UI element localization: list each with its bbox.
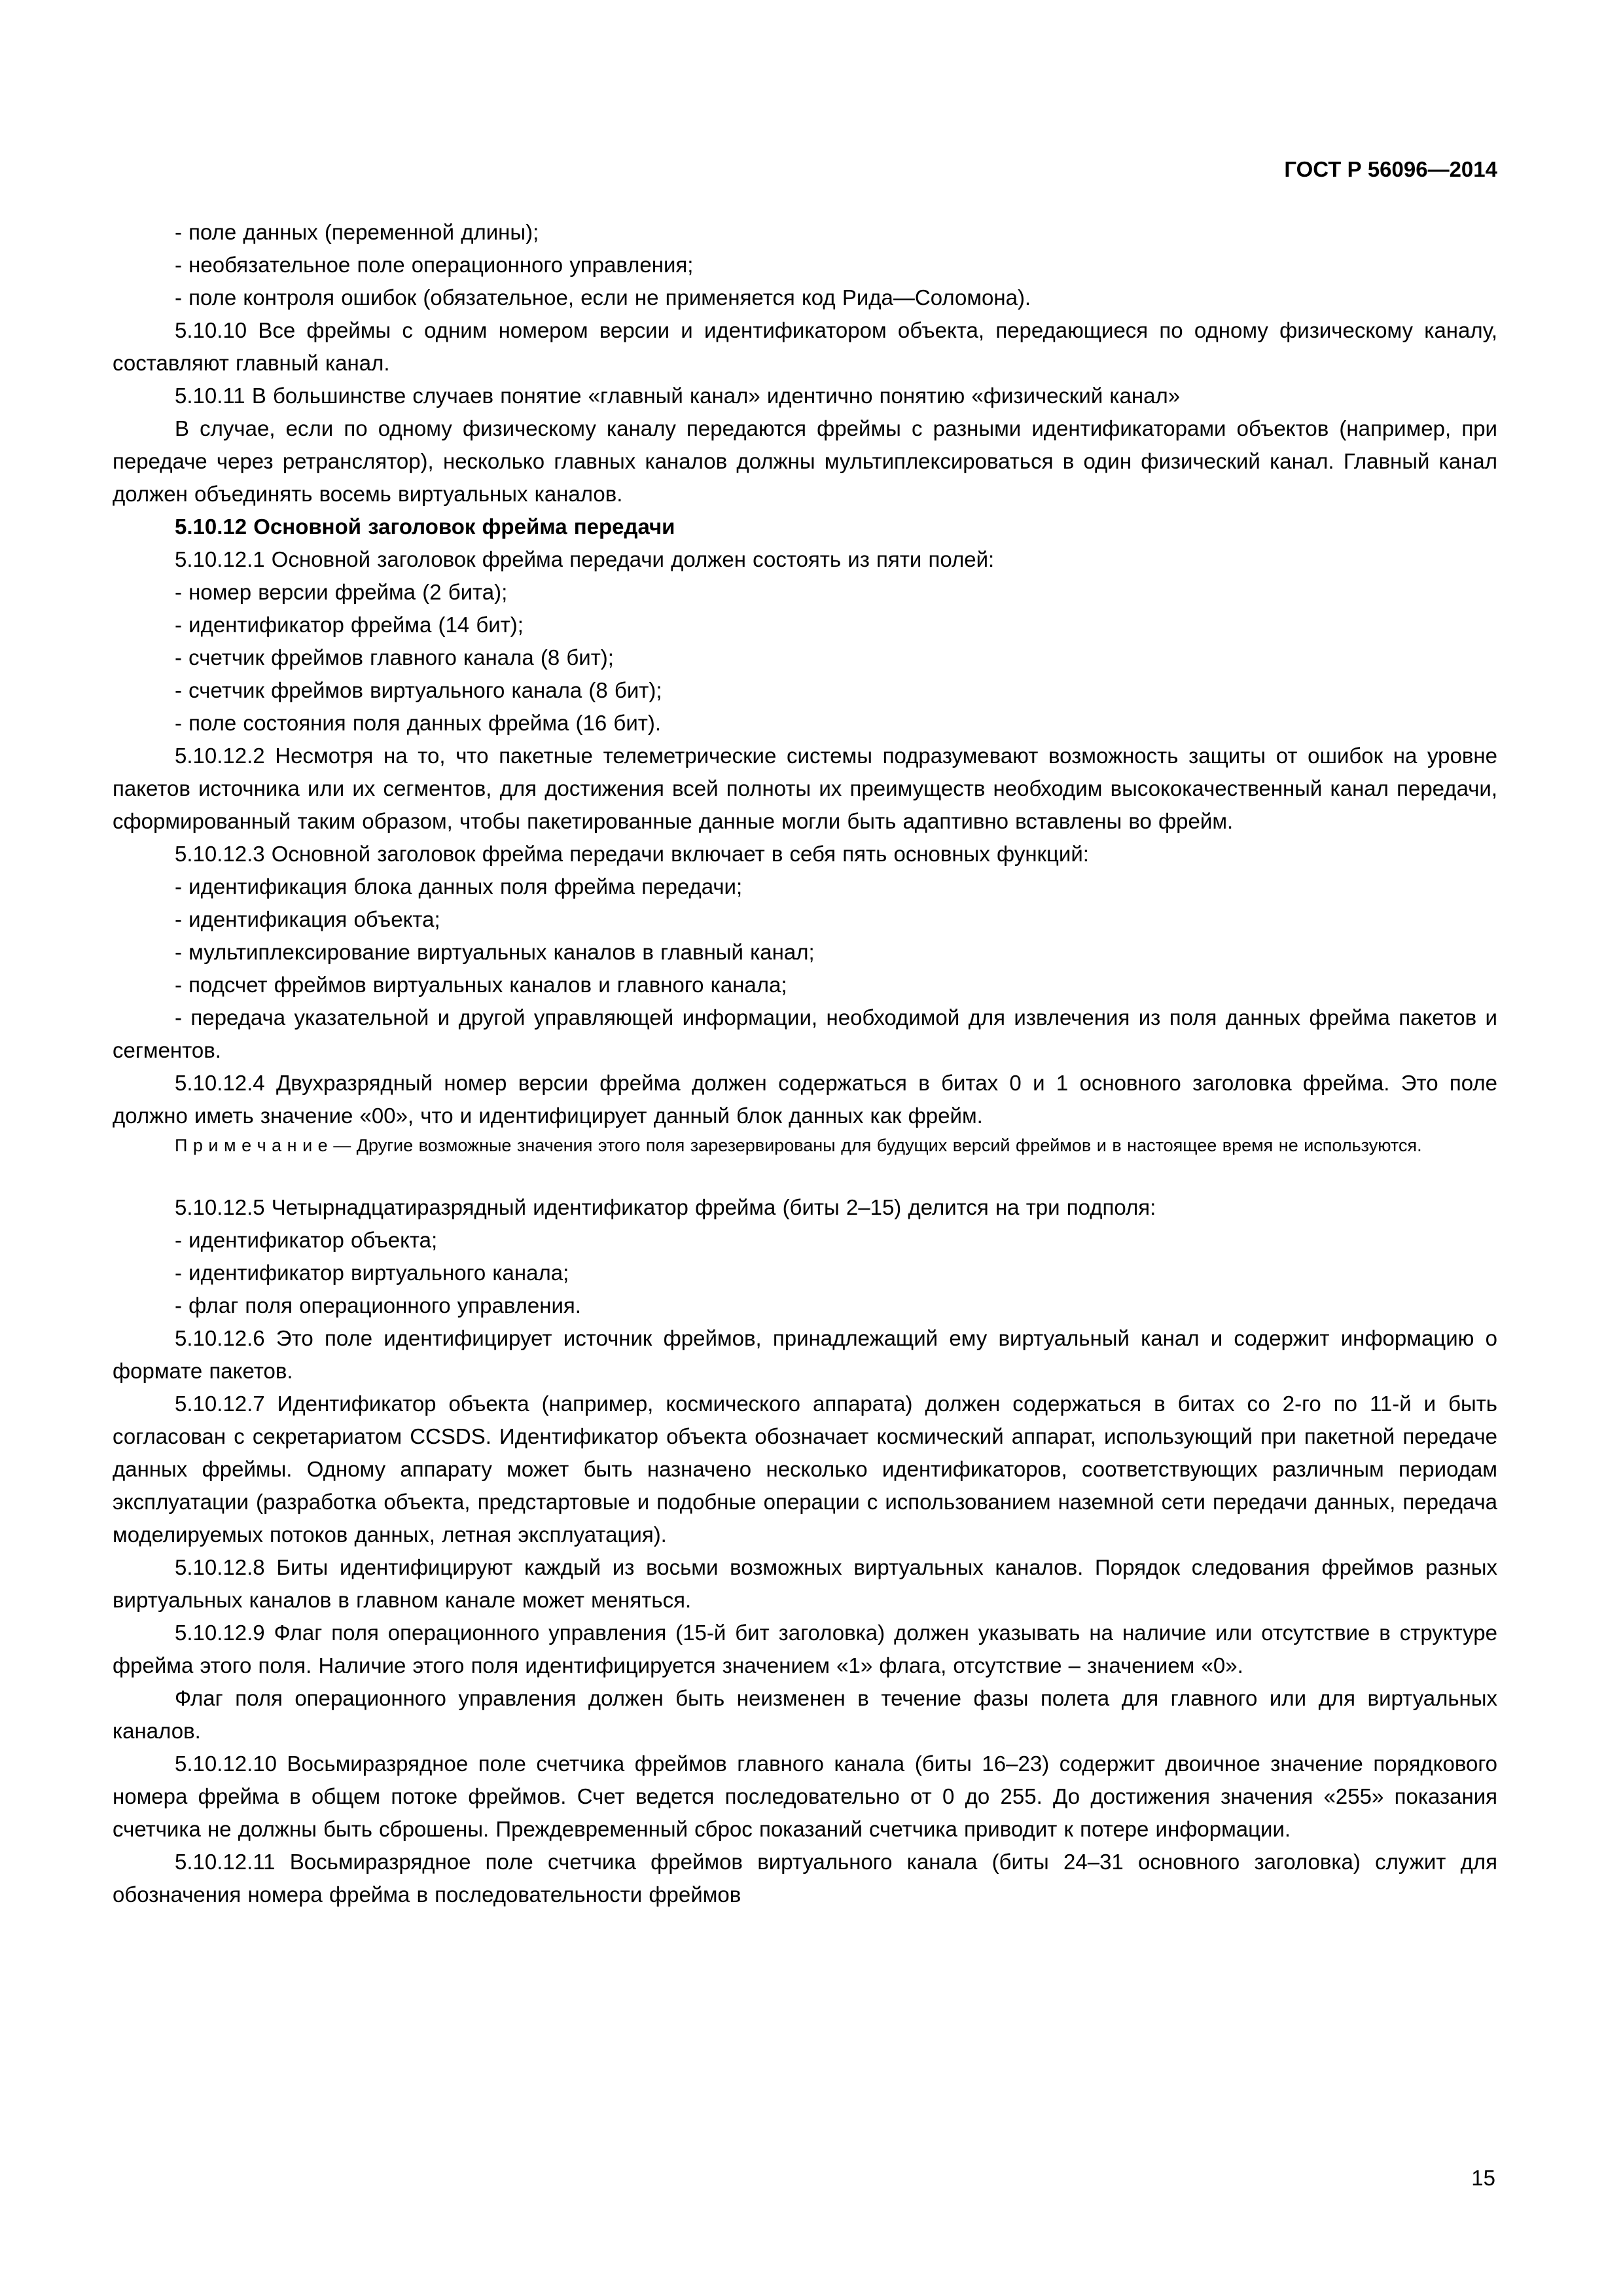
note-paragraph: П р и м е ч а н и е — Другие возможные значения этого поля зарезервированы для будущих версий фреймов и в настоящее время не используются. xyxy=(175,1136,1422,1155)
list-item: - поле контроля ошибок (обязательное, если не применяется код Рида—Соломона). xyxy=(175,285,1031,310)
page-content xyxy=(113,0,1497,1911)
list-item: - необязательное поле операционного управления; xyxy=(175,253,694,277)
list-item: - номер версии фрейма (2 бита); xyxy=(175,580,508,604)
list-item: - счетчик фреймов виртуального канала (8 бит); xyxy=(175,678,662,702)
list-item: - счетчик фреймов главного канала (8 бит); xyxy=(175,645,614,670)
paragraph: 5.10.12.8 Биты идентифицируют каждый из восьми возможных виртуальных каналов. Порядок следования фреймов разных виртуальных каналов в главном канале может меняться. xyxy=(113,1555,1497,1612)
list-item: - идентификатор объекта; xyxy=(175,1228,438,1252)
list-item: - флаг поля операционного управления. xyxy=(175,1293,581,1318)
list-item: - идентификация объекта; xyxy=(175,907,440,931)
paragraph: 5.10.10 Все фреймы с одним номером версии и идентификатором объекта, передающиеся по одному физическому каналу, составляют главный канал. xyxy=(113,318,1497,375)
paragraph: 5.10.12.5 Четырнадцатиразрядный идентификатор фрейма (биты 2–15) делится на три подполя: xyxy=(175,1195,1156,1219)
paragraph: 5.10.12.10 Восьмиразрядное поле счетчика фреймов главного канала (биты 16–23) содержит двоичное значение порядкового номера фрейма в общем потоке фреймов. Счет ведется последовательно от 0 до 255. До достижения значения «255» показания счетчика не должны быть сброшены. Преждевременный сброс показаний счетчика приводит к потере информации. xyxy=(113,1751,1497,1841)
list-item: - мультиплексирование виртуальных каналов в главный канал; xyxy=(175,940,815,964)
paragraph: 5.10.12.3 Основной заголовок фрейма передачи включает в себя пять основных функций: xyxy=(175,842,1089,866)
paragraph: 5.10.12.6 Это поле идентифицирует источник фреймов, принадлежащий ему виртуальный канал и содержит информацию о формате пакетов. xyxy=(113,1326,1497,1383)
paragraph: 5.10.12.11 Восьмиразрядное поле счетчика фреймов виртуального канала (биты 24–31 основного заголовка) служит для обозначения номера фрейма в последовательности фреймов xyxy=(113,1850,1497,1907)
paragraph: 5.10.12.1 Основной заголовок фрейма передачи должен состоять из пяти полей: xyxy=(175,547,995,571)
document-header: ГОСТ Р 56096—2014 xyxy=(1284,157,1497,181)
paragraph: 5.10.12.2 Несмотря на то, что пакетные телеметрические системы подразумевают возможность защиты от ошибок на уровне пакетов источника или их сегментов, для достижения всей полноты их преимуществ необходим высококачественный канал передачи, сформированный таким образом, чтобы пакетированные данные могли быть адаптивно вставлены во фрейм. xyxy=(113,744,1497,833)
list-item: - идентификатор фрейма (14 бит); xyxy=(175,613,524,637)
paragraph: 5.10.12.4 Двухразрядный номер версии фрейма должен содержаться в битах 0 и 1 основного заголовка фрейма. Это поле должно иметь значение «00», что и идентифицирует данный блок данных как фрейм. xyxy=(113,1071,1497,1128)
paragraph: 5.10.12.7 Идентификатор объекта (например, космического аппарата) должен содержаться в битах со 2-го по 11-й и быть согласован с секретариатом CCSDS. Идентификатор объекта обозначает космический аппарат, использующий при пакетной передаче данных фреймы. Одному аппарату может быть назначено несколько идентификаторов, соответствующих различным периодам эксплуатации (разработка объекта, предстартовые и подобные операции с использованием наземной сети передачи данных, передача моделируемых потоков данных, летная эксплуатация). xyxy=(113,1391,1497,1547)
document-body xyxy=(113,216,1497,1911)
paragraph: 5.10.11 В большинстве случаев понятие «главный канал» идентично понятию «физический канал» xyxy=(175,384,1181,408)
paragraph: В случае, если по одному физическому каналу передаются фреймы с разными идентификаторами объектов (например, при передаче через ретранслятор), несколько главных каналов должны мультиплексироваться в один физический канал. Главный канал должен объединять восемь виртуальных каналов. xyxy=(113,416,1497,506)
list-item: - передача указательной и другой управляющей информации, необходимой для извлечения из поля данных фрейма пакетов и сегментов. xyxy=(113,1005,1497,1062)
list-item: - идентификация блока данных поля фрейма передачи; xyxy=(175,874,743,899)
paragraph: 5.10.12.9 Флаг поля операционного управления (15-й бит заголовка) должен указывать на наличие или отсутствие в структуре фрейма этого поля. Наличие этого поля идентифицируется значением «1» флага, отсутствие – значением «0». xyxy=(113,1621,1497,1677)
list-item: - идентификатор виртуального канала; xyxy=(175,1261,569,1285)
list-item: - подсчет фреймов виртуальных каналов и главного канала; xyxy=(175,973,787,997)
section-heading: 5.10.12 Основной заголовок фрейма передачи xyxy=(175,514,675,539)
paragraph: Флаг поля операционного управления должен быть неизменен в течение фазы полета для главного или для виртуальных каналов. xyxy=(113,1686,1497,1743)
page-number: 15 xyxy=(1471,2166,1495,2190)
list-item: - поле состояния поля данных фрейма (16 бит). xyxy=(175,711,662,735)
list-item: - поле данных (переменной длины); xyxy=(175,220,539,244)
